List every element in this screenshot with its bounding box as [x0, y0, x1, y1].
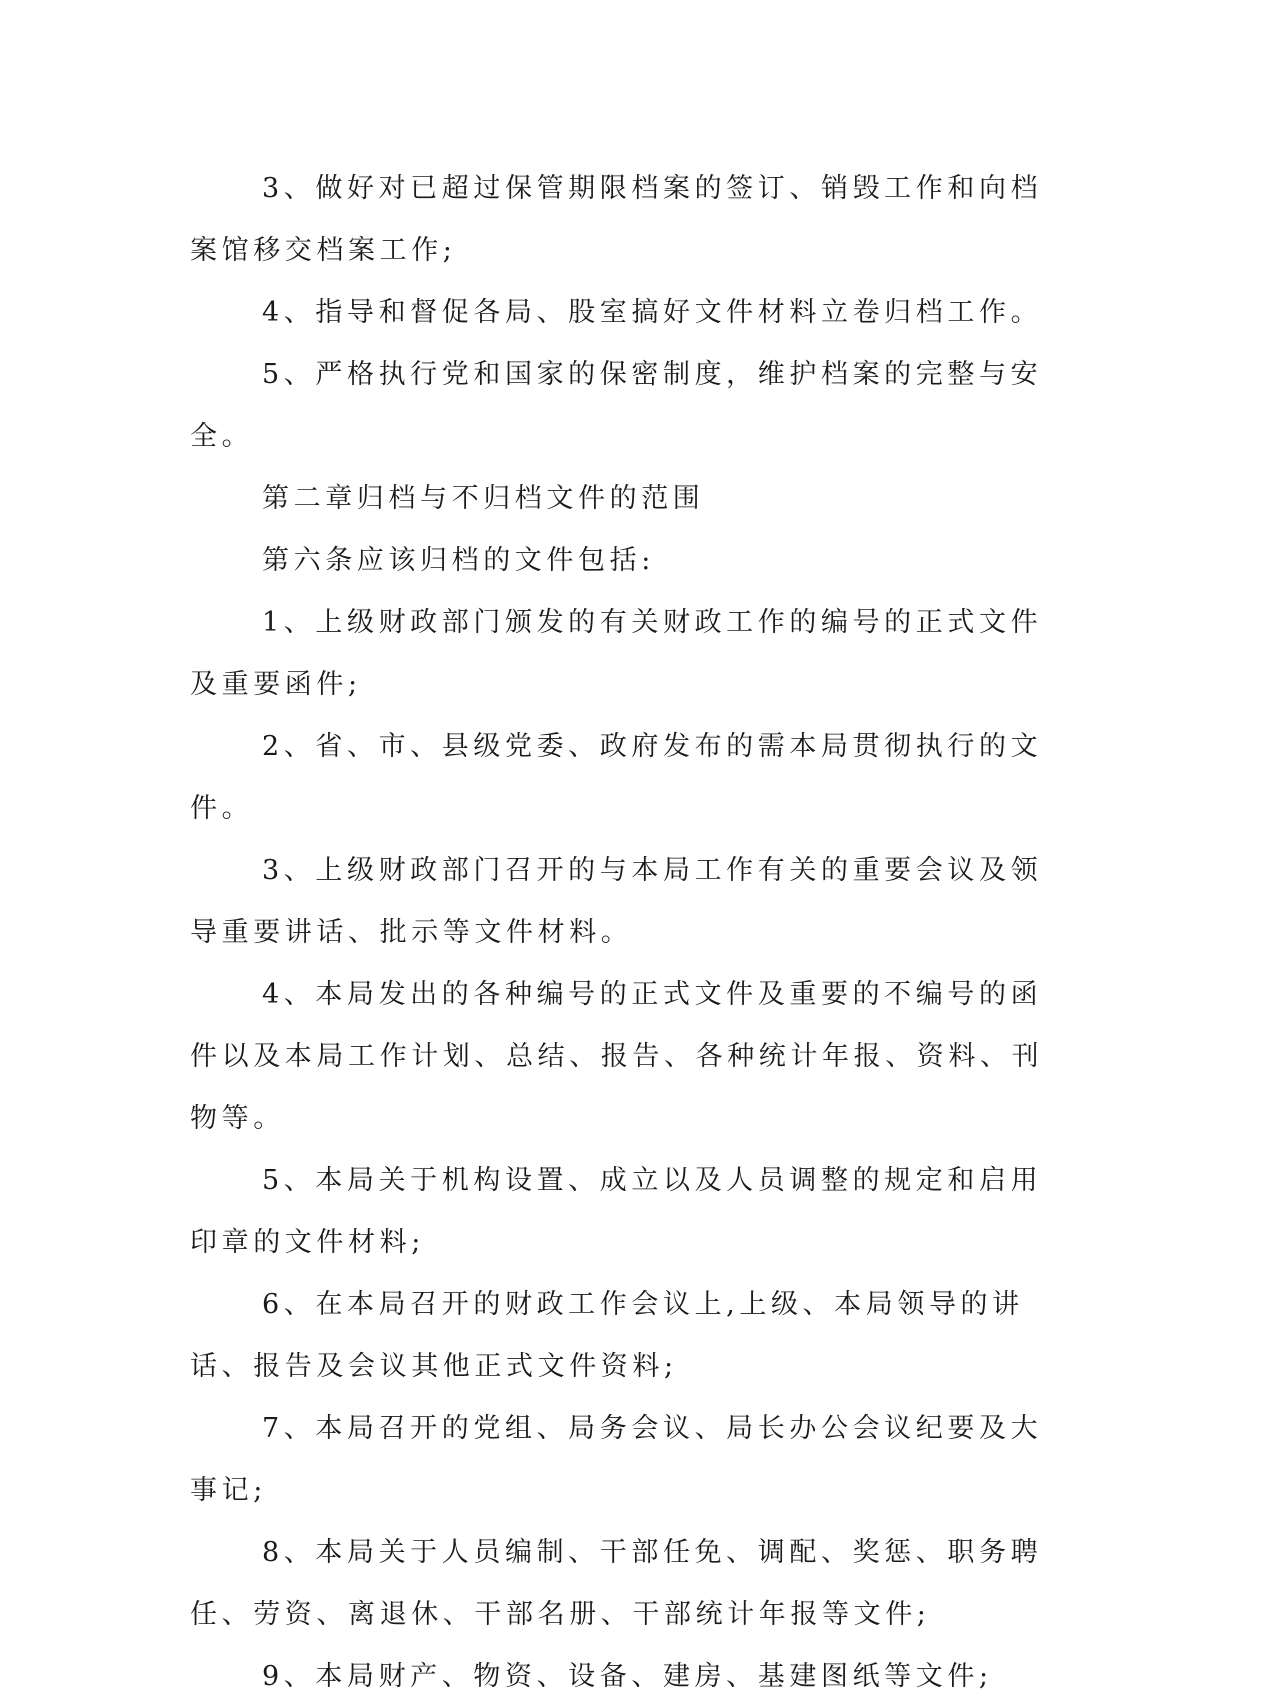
paragraph: 6、在本局召开的财政工作会议上,上级、本局领导的讲话、报告及会议其他正式文件资料;: [190, 1289, 1024, 1382]
paragraph: 9、本局财产、物资、设备、建房、基建图纸等文件;: [262, 1661, 993, 1692]
paragraph: 5、本局关于机构设置、成立以及人员调整的规定和启用印章的文件材料;: [190, 1165, 1043, 1258]
article-heading: 第六条应该归档的文件包括:: [262, 545, 655, 576]
paragraph: 7、本局召开的党组、局务会议、局长办公会议纪要及大事记;: [190, 1413, 1043, 1506]
paragraph: 8、本局关于人员编制、干部任免、调配、奖惩、职务聘任、劳资、离退休、干部名册、干部统计年报等文件;: [190, 1537, 1043, 1630]
paragraph: 2、省、市、县级党委、政府发布的需本局贯彻执行的文件。: [190, 731, 1043, 824]
paragraph: 3、上级财政部门召开的与本局工作有关的重要会议及领导重要讲话、批示等文件材料。: [190, 855, 1043, 948]
chapter-heading: 第二章归档与不归档文件的范围: [262, 483, 705, 514]
paragraph: 4、指导和督促各局、股室搞好文件材料立卷归档工作。: [262, 297, 1043, 328]
paragraph: 1、上级财政部门颁发的有关财政工作的编号的正式文件及重要函件;: [190, 607, 1043, 700]
document-body: [190, 158, 1070, 1708]
paragraph: 5、严格执行党和国家的保密制度，维护档案的完整与安全。: [190, 359, 1043, 452]
paragraph: 4、本局发出的各种编号的正式文件及重要的不编号的函件以及本局工作计划、总结、报告、各种统计年报、资料、刊物等。: [190, 979, 1044, 1134]
paragraph: 3、做好对已超过保管期限档案的签订、销毁工作和向档案馆移交档案工作;: [190, 173, 1043, 266]
